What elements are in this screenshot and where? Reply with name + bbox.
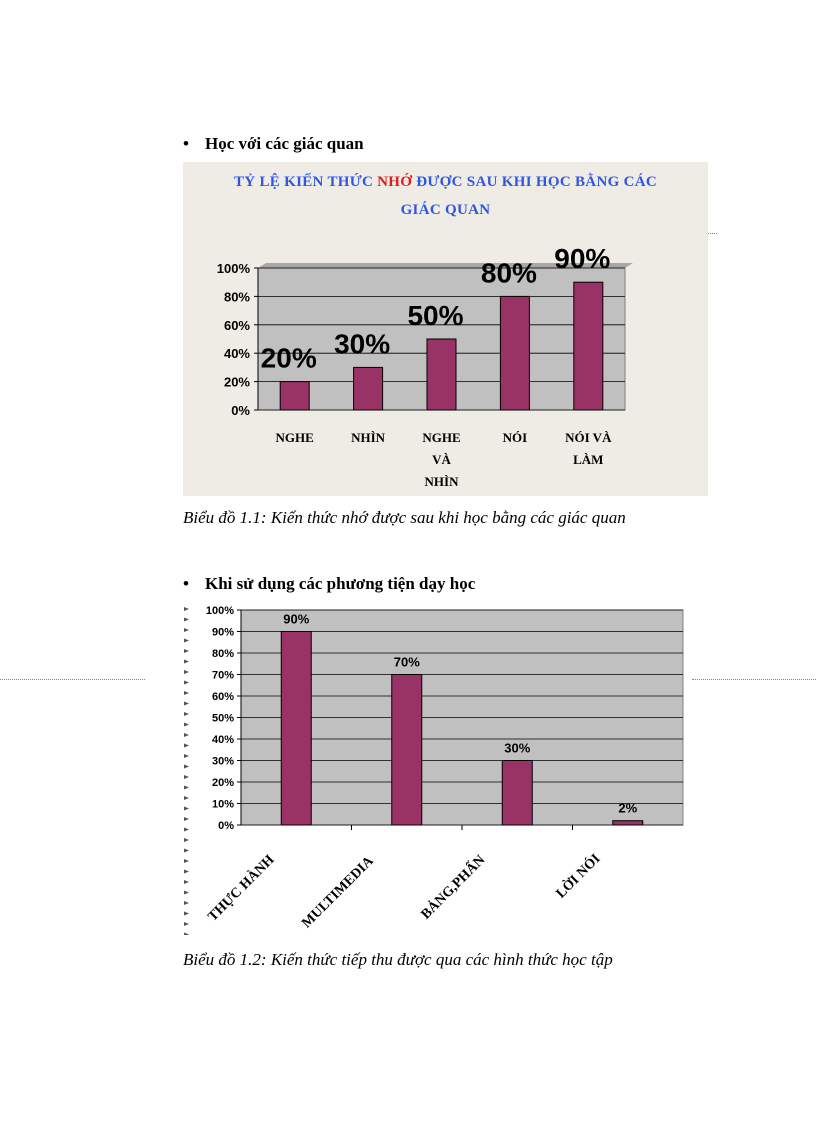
divider-left (0, 679, 145, 680)
edge-arrow-icon (184, 765, 189, 769)
y-tick-label: 100% (216, 261, 250, 276)
bar (613, 821, 643, 825)
data-label: 20% (260, 342, 317, 374)
edge-arrow-icon (184, 618, 189, 622)
data-label: 80% (480, 257, 537, 289)
chart-svg (183, 603, 691, 935)
y-tick-label: 60% (223, 317, 250, 333)
y-tick-label: 100% (205, 605, 234, 617)
y-tick-label: 50% (211, 712, 234, 725)
bullet-text: Khi sử dụng các phương tiện dạy học (205, 574, 476, 593)
y-tick-label: 10% (211, 798, 234, 811)
x-tick-label: LỜI NÓI (553, 851, 604, 902)
edge-arrow-icon (184, 639, 189, 643)
edge-arrow-icon (184, 838, 189, 842)
edge-arrow-icon (184, 775, 189, 779)
title-part-1: TỶ LỆ KIẾN THỨC (233, 174, 378, 190)
chart-senses-retention (183, 162, 708, 496)
x-tick-label: NÓI VÀ (565, 430, 612, 445)
x-tick-label: THỰC HÀNH (205, 852, 278, 925)
x-tick-label: LÀM (573, 452, 604, 467)
bullet-dot-icon: • (183, 574, 189, 593)
bar (427, 339, 456, 410)
edge-arrow-icon (184, 744, 189, 748)
edge-arrow-icon (184, 922, 189, 926)
x-tick-label: MULTIMEDIA (299, 853, 377, 932)
x-tick-label: VÀ (432, 452, 451, 467)
bar (500, 296, 529, 410)
edge-arrow-icon (184, 849, 189, 853)
edge-arrow-icon (184, 880, 189, 884)
chart-media-learning (183, 603, 691, 935)
edge-arrow-icon (184, 754, 189, 758)
edge-arrow-icon (184, 796, 189, 800)
edge-arrow-icon (184, 723, 189, 727)
edge-arrow-icon (184, 702, 189, 706)
edge-arrow-icon (184, 691, 189, 695)
edge-arrow-icon (184, 733, 189, 737)
edge-arrow-icon (184, 607, 189, 611)
data-label: 30% (504, 740, 531, 756)
bar (281, 632, 311, 826)
edge-arrow-icon (184, 712, 189, 716)
y-tick-label: 0% (231, 403, 250, 418)
y-tick-label: 20% (211, 777, 234, 789)
edge-arrow-icon (184, 660, 189, 664)
edge-arrow-icon (184, 828, 189, 832)
edge-arrow-icon (184, 859, 189, 863)
edge-arrow-icon (184, 628, 189, 632)
bar (574, 282, 603, 410)
y-tick-label: 30% (211, 755, 234, 768)
data-label: 50% (407, 300, 464, 331)
bar (392, 675, 422, 826)
y-tick-label: 90% (211, 626, 234, 639)
y-tick-label: 0% (218, 820, 234, 832)
edge-arrow-icon (184, 670, 189, 674)
data-label: 2% (618, 800, 638, 816)
data-label: 90% (554, 243, 611, 275)
edge-arrow-icon (184, 649, 189, 653)
chart-caption-1: Biểu đồ 1.1: Kiến thức nhớ được sau khi học bằng các giác quan (183, 508, 626, 527)
edge-arrow-icon (184, 912, 189, 916)
x-tick-label: NÓI (502, 430, 528, 445)
data-label: 90% (283, 611, 310, 627)
title-part-3: ĐƯỢC SAU KHI HỌC BẰNG CÁC (412, 174, 657, 190)
y-tick-label: 80% (223, 289, 250, 305)
x-tick-label: NHÌN (351, 430, 386, 445)
y-tick-label: 60% (211, 691, 234, 703)
y-tick-label: 40% (211, 734, 234, 746)
edge-arrow-icon (184, 807, 189, 811)
x-tick-label: NGHE (422, 430, 461, 445)
edge-arrow-icon (184, 681, 189, 685)
bar (280, 382, 309, 410)
edge-arrow-icon (184, 901, 189, 905)
edge-arrow-icon (184, 786, 189, 790)
bar (502, 761, 532, 826)
x-tick-label: BẢNG,PHẤN (418, 852, 489, 923)
edge-arrow-icon (184, 817, 189, 821)
bar (354, 367, 383, 410)
y-tick-label: 20% (223, 374, 250, 390)
data-label: 30% (334, 328, 391, 360)
y-tick-label: 70% (211, 669, 234, 682)
edge-arrow-icon (184, 870, 189, 874)
edge-arrow-icon (184, 891, 189, 895)
bullet-text: Học với các giác quan (205, 134, 364, 153)
divider-right (692, 679, 816, 680)
title-highlight: NHỚ (377, 174, 413, 190)
bullet-item-media (183, 574, 475, 594)
chart-svg (183, 162, 708, 496)
x-tick-label: NHÌN (424, 474, 459, 489)
title-part-4: GIÁC QUAN (400, 202, 491, 218)
x-tick-label: NGHE (275, 430, 314, 445)
bullet-item-senses (183, 134, 364, 154)
y-tick-label: 40% (223, 346, 250, 362)
data-label: 70% (393, 654, 420, 670)
chart-caption-2: Biểu đồ 1.2: Kiến thức tiếp thu được qua các hình thức học tập (183, 950, 613, 969)
edge-arrow-icon (184, 933, 189, 936)
y-tick-label: 80% (211, 648, 234, 660)
bullet-dot-icon: • (183, 134, 189, 153)
